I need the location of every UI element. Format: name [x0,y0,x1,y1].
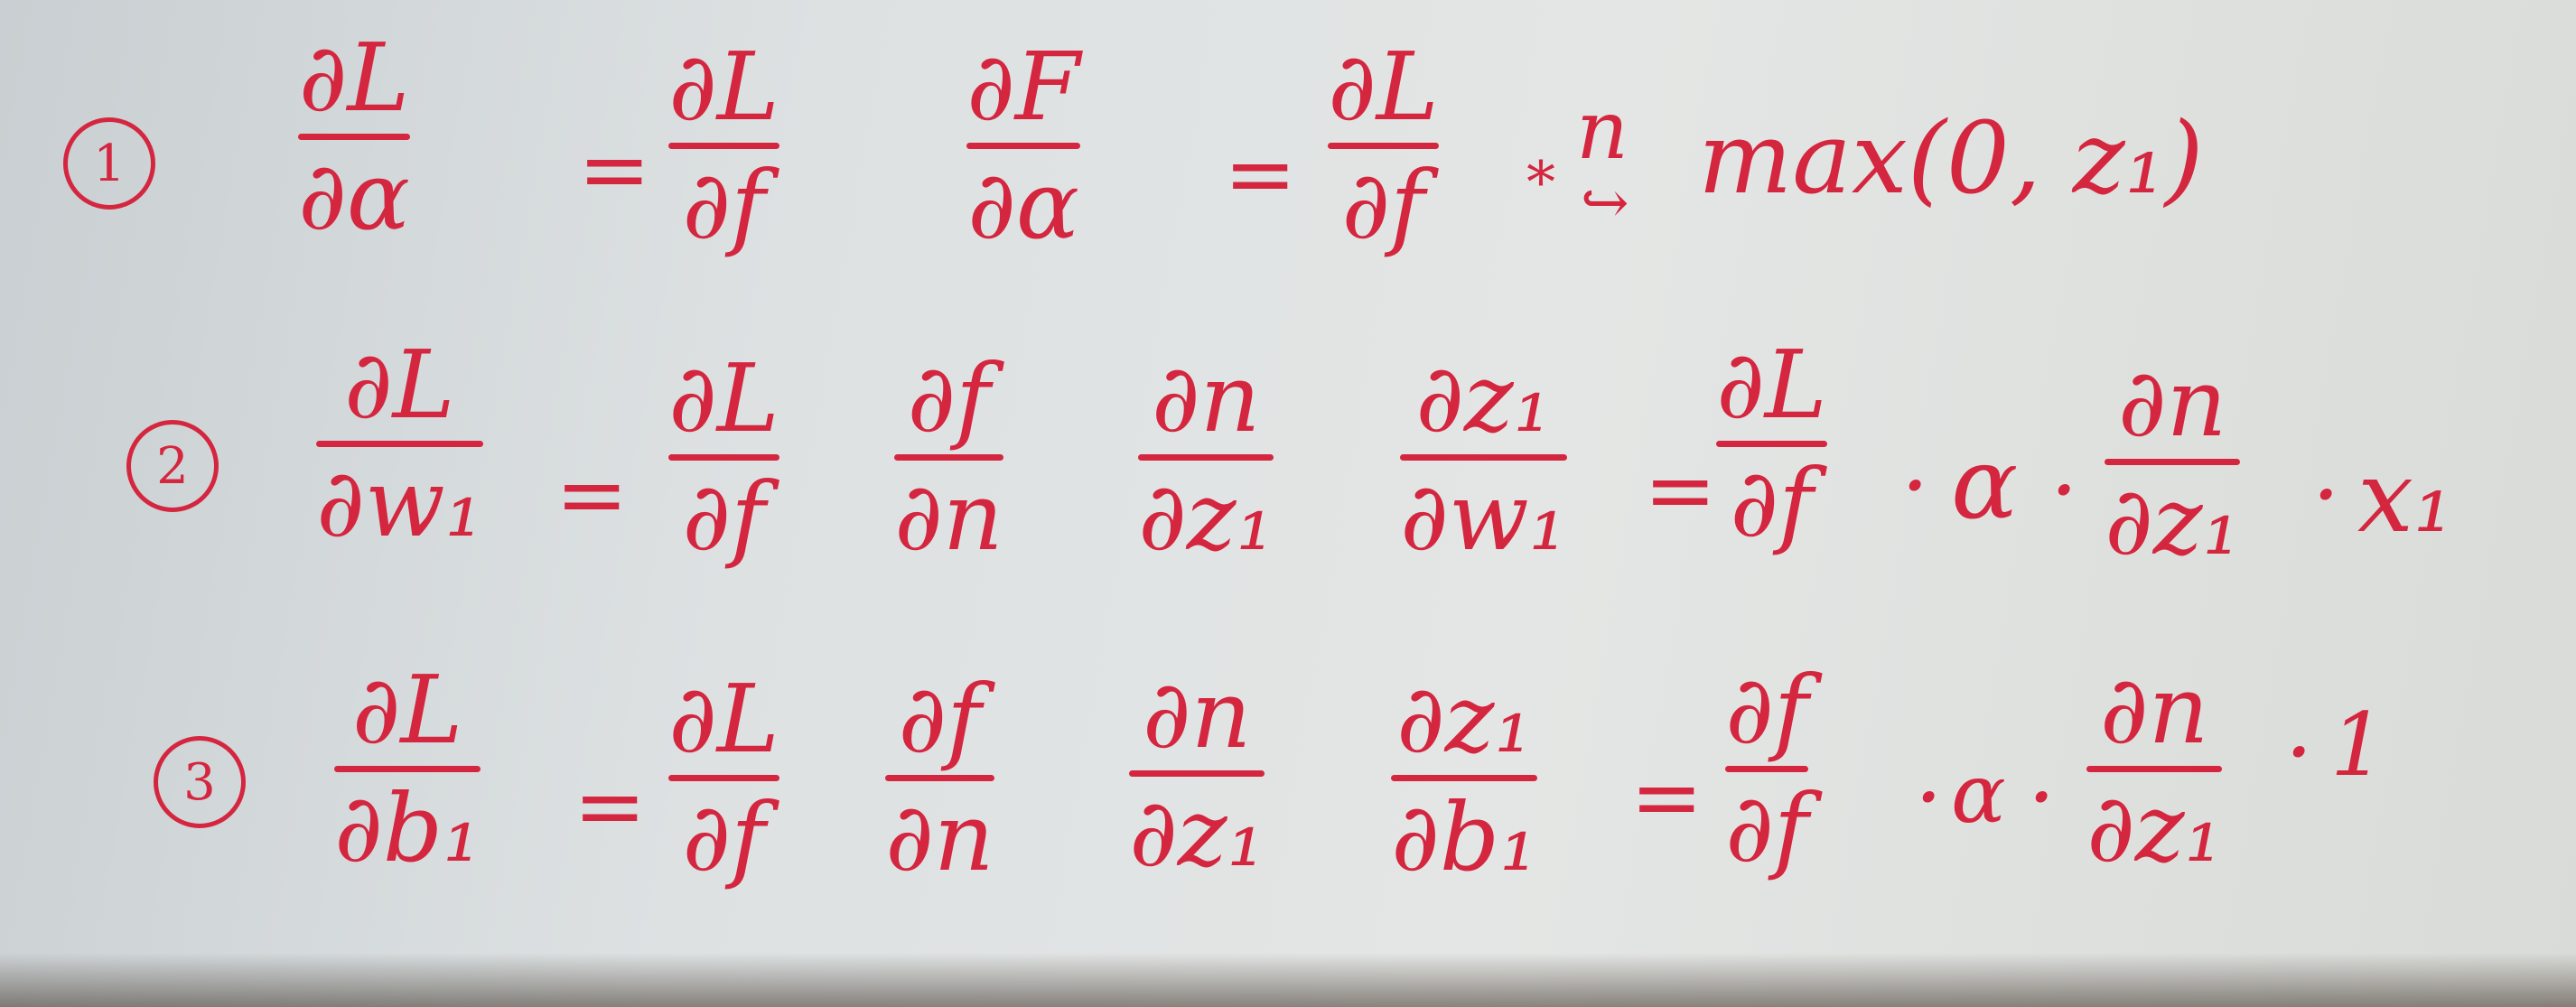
numerator: ∂L [298,23,410,133]
numerator: ∂L [343,330,455,440]
fraction-bar [334,766,481,772]
numerator: ∂L [668,32,779,142]
x-variable: x₁ [2357,439,2454,555]
equals-sign: = [1630,747,1703,848]
denominator: ∂n [885,782,994,892]
times-symbol: * [1526,150,1555,217]
denominator: ∂α [298,141,411,251]
fraction-bar [2105,459,2240,465]
fraction [1391,664,1538,892]
lhs-fraction [298,23,411,251]
fraction-bar [668,143,779,149]
numerator: ∂n [1151,343,1261,453]
fraction [668,664,779,892]
fraction-bar [668,775,779,781]
equals-sign: = [1644,440,1717,541]
numerator: ∂n [2117,348,2227,458]
numerator: ∂z₁ [1415,343,1552,453]
fraction-bar [894,454,1003,461]
numerator: ∂L [1328,32,1439,142]
board-edge-shadow [0,953,2576,1007]
fraction [2105,348,2241,576]
denominator: ∂α [966,150,1079,260]
equals-sign: = [1224,124,1297,225]
arrow-icon: ↪ [1581,170,1629,237]
equation-2 [0,330,2576,641]
numerator: ∂z₁ [1395,664,1533,774]
lhs-fraction [334,655,481,883]
fraction [1328,32,1439,260]
dot-operator: · [1901,435,1929,536]
alpha-symbol: α [1951,425,2019,541]
equation-1 [0,18,2576,325]
numerator: ∂n [1142,659,1252,769]
denominator: ∂f [682,782,766,892]
fraction [966,32,1080,260]
fraction-bar [1391,775,1537,781]
equation-number: 2 [126,420,219,512]
one-value: 1 [2330,695,2386,796]
denominator: ∂f [1341,150,1425,260]
fraction [1725,655,1809,883]
fraction [668,32,779,260]
equation-number: 3 [154,736,246,828]
fraction-bar [1138,454,1274,461]
denominator: ∂w₁ [316,448,483,558]
numerator: ∂f [898,664,982,774]
equation-number: 1 [63,117,155,210]
denominator: ∂z₁ [2105,466,2241,576]
dot-operator: · [2312,444,2340,545]
numerator: ∂n [2099,655,2209,765]
denominator: ∂b₁ [1391,782,1538,892]
denominator: ∂f [1725,773,1809,883]
fraction [894,343,1003,572]
dot-operator: · [2050,440,2078,541]
denominator: ∂f [682,150,766,260]
fraction [2086,655,2223,883]
fraction [1400,343,1567,572]
numerator: ∂F [966,32,1080,142]
fraction-bar [1716,441,1827,447]
equals-sign: = [574,756,647,857]
fraction [668,343,779,572]
numerator: ∂L [668,343,779,453]
numerator: ∂L [668,664,779,774]
denominator: ∂b₁ [334,773,481,883]
fraction-bar [1328,143,1439,149]
denominator: ∂f [1730,448,1814,558]
fraction-bar [1129,770,1265,777]
fraction-bar [668,454,779,461]
numerator: ∂L [351,655,463,765]
numerator: ∂f [907,343,991,453]
lhs-fraction [316,330,483,558]
fraction-bar [2086,766,2222,772]
max-expression: max(0, z₁) [1698,100,2204,216]
denominator: ∂z₁ [2086,773,2223,883]
fraction [1138,343,1274,572]
alpha-symbol: α [1951,747,2006,842]
fraction [1129,659,1265,888]
fraction-bar [1725,766,1808,772]
equals-sign: = [578,119,651,220]
fraction-bar [966,143,1080,149]
fraction [885,664,994,892]
numerator: ∂L [1716,330,1827,440]
fraction-bar [1400,454,1567,461]
numerator: ∂f [1725,655,1809,765]
fraction-bar [885,775,994,781]
denominator: ∂w₁ [1400,462,1567,572]
dot-operator: · [1915,747,1943,848]
n-symbol: n [1576,83,1629,178]
fraction [1716,330,1827,558]
denominator: ∂z₁ [1138,462,1274,572]
denominator: ∂f [682,462,766,572]
fraction-bar [298,134,410,140]
fraction-bar [316,441,483,447]
equation-3 [0,655,2576,966]
dot-operator: · [2028,747,2056,848]
equals-sign: = [555,444,629,545]
dot-operator: · [2285,702,2313,803]
denominator: ∂n [894,462,1003,572]
denominator: ∂z₁ [1129,778,1265,888]
